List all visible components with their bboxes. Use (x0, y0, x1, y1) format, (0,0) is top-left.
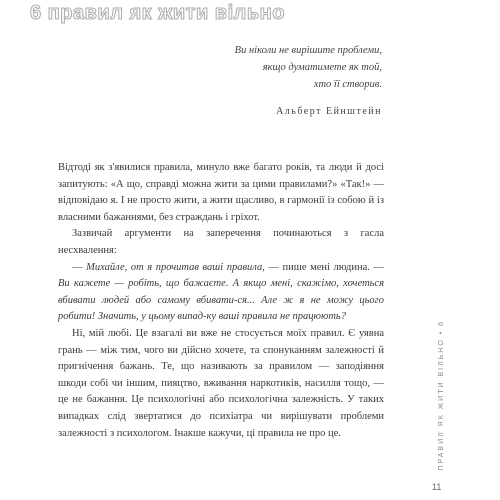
epigraph-line: Ви ніколи не вирішите проблеми, (234, 45, 382, 56)
epigraph-author: Альберт Ейнштейн (276, 106, 382, 117)
paragraph-answer: Ні, мій любі. Це взагалі ви вже не стосується моїх правил. Є уявна грань — між тим, чого ви дійсно хочете, та спонуканням залежності й пригнічення бажань. Те, що називають за правилом — заподіяння шкоди собі чи іншим, пияцтво, вживання наркотиків, насилля тощо, — це не бажання. Це психологічні або психологічна залежність. У таких випадках слід звертатися до психіатра чи вирішувати проблеми залежності з психологом. Інакше кажучи, ці правила не про це. (58, 327, 384, 439)
epigraph-line: хто її створив. (313, 79, 382, 90)
running-header-vertical: ПРАВИЛ ЯК ЖИТИ ВІЛЬНО • 6 (438, 320, 445, 471)
body-text (58, 160, 384, 442)
paragraph-reader-letter (58, 260, 384, 326)
dash: — (72, 261, 87, 273)
paragraph-intro: Відтоді як з'явилися правила, минуло вже багато років, та люди й досі запитують: «А що, справді можна жити за цими правилами?» «Так!» — відповідаю я. І не просто жити, а жити щасливо, в гармонії із собою й із власними бажаннями, без страждань і гріхот. (58, 162, 384, 223)
reader-quote-1: Михайле, от я прочитав ваші правила, (86, 261, 265, 273)
quote-attribution: — пише мені людина. — (264, 261, 384, 273)
epigraph-line: якщо думатимете як той, (262, 62, 382, 73)
reader-quote-2: Ви кажете — робіть, що бажаєте. А якщо мені, скажімо, хочеться вбивати людей або самому вбивати-ся... Але ж я не можу цього робити! Значить, у цьому випад-ку ваші правила не працюють? (58, 278, 384, 323)
page-number: 11 (432, 482, 442, 492)
chapter-title: 6 правил як жити вільно (30, 2, 285, 24)
paragraph-arguments: Зазвичай аргументи на заперечення починаються з гасла несхвалення: (58, 228, 384, 256)
epigraph (122, 42, 382, 120)
